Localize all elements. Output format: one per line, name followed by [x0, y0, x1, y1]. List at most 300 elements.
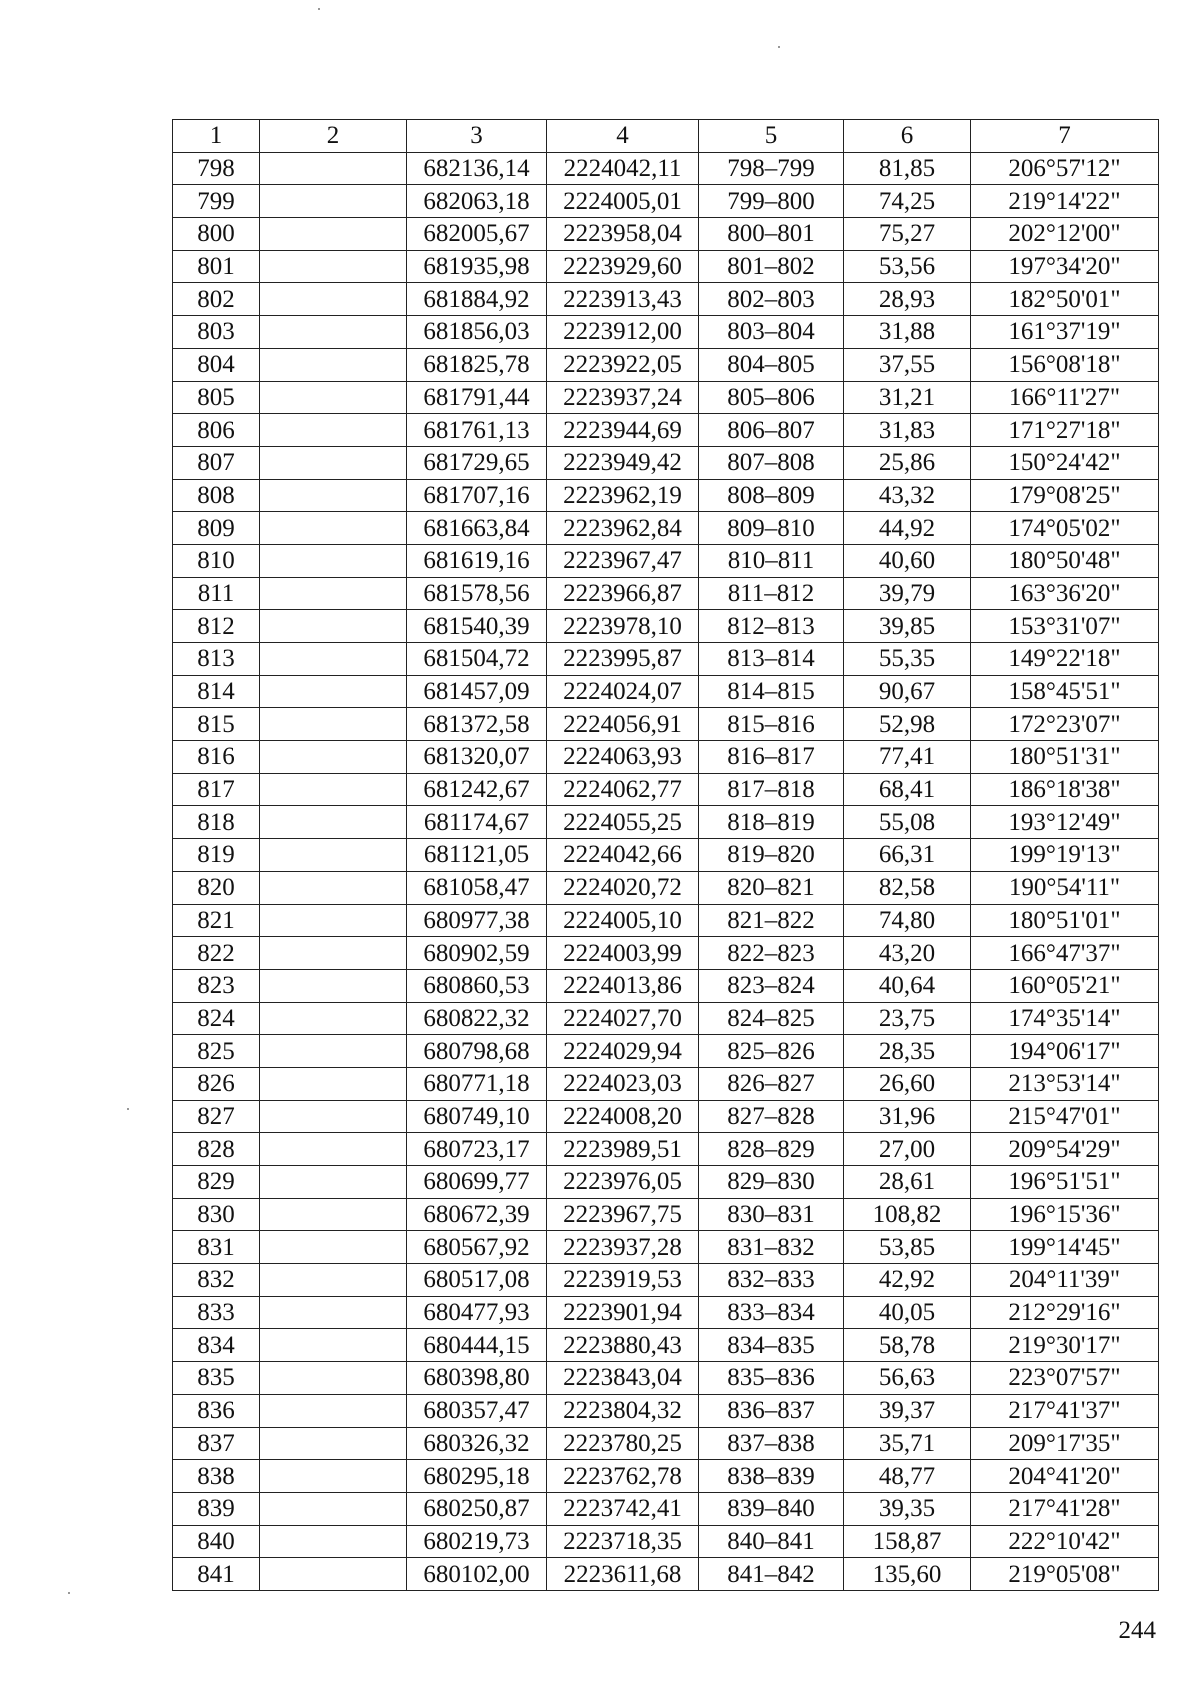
y-coordinate-cell: 2223967,75 — [547, 1198, 699, 1231]
segment-cell: 838–839 — [699, 1460, 844, 1493]
segment-cell: 812–813 — [699, 610, 844, 643]
segment-cell: 831–832 — [699, 1231, 844, 1264]
distance-cell: 39,37 — [844, 1394, 971, 1427]
col2-cell — [260, 381, 407, 414]
distance-cell: 74,80 — [844, 904, 971, 937]
table-row — [173, 1166, 1159, 1199]
table-row — [173, 512, 1159, 545]
y-coordinate-cell: 2223929,60 — [547, 250, 699, 283]
point-number-cell: 812 — [173, 610, 260, 643]
col2-cell — [260, 1296, 407, 1329]
x-coordinate-cell: 681761,13 — [407, 414, 547, 447]
segment-cell: 820–821 — [699, 871, 844, 904]
bearing-cell: 150°24'42" — [971, 446, 1159, 479]
col2-cell — [260, 512, 407, 545]
y-coordinate-cell: 2223962,84 — [547, 512, 699, 545]
coordinates-table — [172, 119, 1159, 1591]
col2-cell — [260, 348, 407, 381]
table-row — [173, 1198, 1159, 1231]
y-coordinate-cell: 2224042,11 — [547, 152, 699, 185]
table-row — [173, 185, 1159, 218]
segment-cell: 821–822 — [699, 904, 844, 937]
table-row — [173, 1002, 1159, 1035]
bearing-cell: 196°15'36" — [971, 1198, 1159, 1231]
y-coordinate-cell: 2223919,53 — [547, 1264, 699, 1297]
bearing-cell: 194°06'17" — [971, 1035, 1159, 1068]
segment-cell: 827–828 — [699, 1100, 844, 1133]
point-number-cell: 836 — [173, 1394, 260, 1427]
point-number-cell: 828 — [173, 1133, 260, 1166]
x-coordinate-cell: 680749,10 — [407, 1100, 547, 1133]
col2-cell — [260, 1133, 407, 1166]
col2-cell — [260, 1427, 407, 1460]
distance-cell: 56,63 — [844, 1362, 971, 1395]
segment-cell: 817–818 — [699, 773, 844, 806]
distance-cell: 40,60 — [844, 544, 971, 577]
segment-cell: 816–817 — [699, 741, 844, 774]
col2-cell — [260, 675, 407, 708]
distance-cell: 28,35 — [844, 1035, 971, 1068]
x-coordinate-cell: 681619,16 — [407, 544, 547, 577]
bearing-cell: 158°45'51" — [971, 675, 1159, 708]
segment-cell: 803–804 — [699, 316, 844, 349]
bearing-cell: 161°37'19" — [971, 316, 1159, 349]
y-coordinate-cell: 2223762,78 — [547, 1460, 699, 1493]
bearing-cell: 182°50'01" — [971, 283, 1159, 316]
page-number: 244 — [1118, 1617, 1156, 1644]
table-row — [173, 1460, 1159, 1493]
y-coordinate-cell: 2223913,43 — [547, 283, 699, 316]
col2-cell — [260, 414, 407, 447]
x-coordinate-cell: 681663,84 — [407, 512, 547, 545]
point-number-cell: 819 — [173, 839, 260, 872]
table-row — [173, 1394, 1159, 1427]
x-coordinate-cell: 680102,00 — [407, 1558, 547, 1591]
col2-cell — [260, 1067, 407, 1100]
point-number-cell: 830 — [173, 1198, 260, 1231]
bearing-cell: 179°08'25" — [971, 479, 1159, 512]
bearing-cell: 219°14'22" — [971, 185, 1159, 218]
col2-cell — [260, 839, 407, 872]
distance-cell: 31,83 — [844, 414, 971, 447]
distance-cell: 40,05 — [844, 1296, 971, 1329]
bearing-cell: 180°51'31" — [971, 741, 1159, 774]
segment-cell: 828–829 — [699, 1133, 844, 1166]
segment-cell: 814–815 — [699, 675, 844, 708]
x-coordinate-cell: 680798,68 — [407, 1035, 547, 1068]
point-number-cell: 817 — [173, 773, 260, 806]
col2-cell — [260, 316, 407, 349]
y-coordinate-cell: 2223966,87 — [547, 577, 699, 610]
bearing-cell: 215°47'01" — [971, 1100, 1159, 1133]
x-coordinate-cell: 680902,59 — [407, 937, 547, 970]
y-coordinate-cell: 2223949,42 — [547, 446, 699, 479]
point-number-cell: 811 — [173, 577, 260, 610]
col2-cell — [260, 1002, 407, 1035]
table-row — [173, 544, 1159, 577]
y-coordinate-cell: 2223937,28 — [547, 1231, 699, 1264]
y-coordinate-cell: 2223922,05 — [547, 348, 699, 381]
segment-cell: 835–836 — [699, 1362, 844, 1395]
table-row — [173, 1427, 1159, 1460]
segment-cell: 819–820 — [699, 839, 844, 872]
distance-cell: 55,35 — [844, 643, 971, 676]
point-number-cell: 833 — [173, 1296, 260, 1329]
table-row — [173, 218, 1159, 251]
distance-cell: 39,85 — [844, 610, 971, 643]
table-row — [173, 610, 1159, 643]
table-row — [173, 904, 1159, 937]
distance-cell: 23,75 — [844, 1002, 971, 1035]
y-coordinate-cell: 2223780,25 — [547, 1427, 699, 1460]
bearing-cell: 160°05'21" — [971, 969, 1159, 1002]
col2-cell — [260, 446, 407, 479]
x-coordinate-cell: 682063,18 — [407, 185, 547, 218]
y-coordinate-cell: 2223912,00 — [547, 316, 699, 349]
x-coordinate-cell: 681121,05 — [407, 839, 547, 872]
header-cell: 7 — [971, 120, 1159, 153]
distance-cell: 53,85 — [844, 1231, 971, 1264]
x-coordinate-cell: 681791,44 — [407, 381, 547, 414]
table-row — [173, 316, 1159, 349]
distance-cell: 26,60 — [844, 1067, 971, 1100]
segment-cell: 837–838 — [699, 1427, 844, 1460]
x-coordinate-cell: 680723,17 — [407, 1133, 547, 1166]
header-cell: 6 — [844, 120, 971, 153]
y-coordinate-cell: 2223880,43 — [547, 1329, 699, 1362]
point-number-cell: 804 — [173, 348, 260, 381]
segment-cell: 804–805 — [699, 348, 844, 381]
bearing-cell: 197°34'20" — [971, 250, 1159, 283]
point-number-cell: 799 — [173, 185, 260, 218]
y-coordinate-cell: 2223967,47 — [547, 544, 699, 577]
bearing-cell: 222°10'42" — [971, 1525, 1159, 1558]
col2-cell — [260, 610, 407, 643]
header-cell: 3 — [407, 120, 547, 153]
bearing-cell: 166°11'27" — [971, 381, 1159, 414]
segment-cell: 809–810 — [699, 512, 844, 545]
y-coordinate-cell: 2223978,10 — [547, 610, 699, 643]
y-coordinate-cell: 2224029,94 — [547, 1035, 699, 1068]
segment-cell: 807–808 — [699, 446, 844, 479]
x-coordinate-cell: 681707,16 — [407, 479, 547, 512]
y-coordinate-cell: 2224013,86 — [547, 969, 699, 1002]
point-number-cell: 818 — [173, 806, 260, 839]
distance-cell: 31,88 — [844, 316, 971, 349]
table-row — [173, 446, 1159, 479]
x-coordinate-cell: 680771,18 — [407, 1067, 547, 1100]
x-coordinate-cell: 680517,08 — [407, 1264, 547, 1297]
bearing-cell: 166°47'37" — [971, 937, 1159, 970]
table-row — [173, 479, 1159, 512]
table-row — [173, 1100, 1159, 1133]
point-number-cell: 834 — [173, 1329, 260, 1362]
table-row — [173, 839, 1159, 872]
x-coordinate-cell: 681372,58 — [407, 708, 547, 741]
point-number-cell: 823 — [173, 969, 260, 1002]
header-row — [173, 120, 1159, 153]
scan-speck — [778, 46, 780, 48]
bearing-cell: 199°19'13" — [971, 839, 1159, 872]
table-row — [173, 1558, 1159, 1591]
distance-cell: 31,21 — [844, 381, 971, 414]
point-number-cell: 825 — [173, 1035, 260, 1068]
distance-cell: 52,98 — [844, 708, 971, 741]
point-number-cell: 805 — [173, 381, 260, 414]
x-coordinate-cell: 680219,73 — [407, 1525, 547, 1558]
bearing-cell: 193°12'49" — [971, 806, 1159, 839]
segment-cell: 810–811 — [699, 544, 844, 577]
y-coordinate-cell: 2223962,19 — [547, 479, 699, 512]
x-coordinate-cell: 681540,39 — [407, 610, 547, 643]
y-coordinate-cell: 2224023,03 — [547, 1067, 699, 1100]
bearing-cell: 204°11'39" — [971, 1264, 1159, 1297]
table-row — [173, 577, 1159, 610]
segment-cell: 830–831 — [699, 1198, 844, 1231]
table-row — [173, 1264, 1159, 1297]
col2-cell — [260, 1166, 407, 1199]
point-number-cell: 815 — [173, 708, 260, 741]
x-coordinate-cell: 681729,65 — [407, 446, 547, 479]
segment-cell: 834–835 — [699, 1329, 844, 1362]
table-row — [173, 806, 1159, 839]
col2-cell — [260, 871, 407, 904]
bearing-cell: 180°51'01" — [971, 904, 1159, 937]
col2-cell — [260, 1394, 407, 1427]
table-row — [173, 1329, 1159, 1362]
col2-cell — [260, 1492, 407, 1525]
scan-speck — [68, 1592, 70, 1594]
y-coordinate-cell: 2223843,04 — [547, 1362, 699, 1395]
point-number-cell: 806 — [173, 414, 260, 447]
point-number-cell: 820 — [173, 871, 260, 904]
x-coordinate-cell: 680326,32 — [407, 1427, 547, 1460]
y-coordinate-cell: 2224005,10 — [547, 904, 699, 937]
point-number-cell: 831 — [173, 1231, 260, 1264]
table-row — [173, 414, 1159, 447]
distance-cell: 82,58 — [844, 871, 971, 904]
segment-cell: 832–833 — [699, 1264, 844, 1297]
y-coordinate-cell: 2224027,70 — [547, 1002, 699, 1035]
bearing-cell: 204°41'20" — [971, 1460, 1159, 1493]
segment-cell: 813–814 — [699, 643, 844, 676]
distance-cell: 158,87 — [844, 1525, 971, 1558]
point-number-cell: 839 — [173, 1492, 260, 1525]
point-number-cell: 800 — [173, 218, 260, 251]
col2-cell — [260, 283, 407, 316]
x-coordinate-cell: 680699,77 — [407, 1166, 547, 1199]
x-coordinate-cell: 681825,78 — [407, 348, 547, 381]
segment-cell: 815–816 — [699, 708, 844, 741]
bearing-cell: 186°18'38" — [971, 773, 1159, 806]
bearing-cell: 163°36'20" — [971, 577, 1159, 610]
y-coordinate-cell: 2223742,41 — [547, 1492, 699, 1525]
y-coordinate-cell: 2224056,91 — [547, 708, 699, 741]
point-number-cell: 821 — [173, 904, 260, 937]
table-row — [173, 250, 1159, 283]
segment-cell: 836–837 — [699, 1394, 844, 1427]
table-row — [173, 1296, 1159, 1329]
segment-cell: 801–802 — [699, 250, 844, 283]
distance-cell: 43,32 — [844, 479, 971, 512]
distance-cell: 31,96 — [844, 1100, 971, 1133]
x-coordinate-cell: 681884,92 — [407, 283, 547, 316]
col2-cell — [260, 1558, 407, 1591]
y-coordinate-cell: 2224062,77 — [547, 773, 699, 806]
col2-cell — [260, 479, 407, 512]
col2-cell — [260, 773, 407, 806]
point-number-cell: 838 — [173, 1460, 260, 1493]
segment-cell: 840–841 — [699, 1525, 844, 1558]
point-number-cell: 829 — [173, 1166, 260, 1199]
y-coordinate-cell: 2223804,32 — [547, 1394, 699, 1427]
table-row — [173, 283, 1159, 316]
table-row — [173, 381, 1159, 414]
point-number-cell: 840 — [173, 1525, 260, 1558]
point-number-cell: 809 — [173, 512, 260, 545]
segment-cell: 829–830 — [699, 1166, 844, 1199]
bearing-cell: 213°53'14" — [971, 1067, 1159, 1100]
scan-speck — [127, 1108, 129, 1110]
distance-cell: 39,79 — [844, 577, 971, 610]
bearing-cell: 206°57'12" — [971, 152, 1159, 185]
segment-cell: 826–827 — [699, 1067, 844, 1100]
y-coordinate-cell: 2224020,72 — [547, 871, 699, 904]
col2-cell — [260, 1460, 407, 1493]
x-coordinate-cell: 681935,98 — [407, 250, 547, 283]
distance-cell: 55,08 — [844, 806, 971, 839]
point-number-cell: 826 — [173, 1067, 260, 1100]
col2-cell — [260, 937, 407, 970]
table-row — [173, 708, 1159, 741]
segment-cell: 824–825 — [699, 1002, 844, 1035]
distance-cell: 58,78 — [844, 1329, 971, 1362]
x-coordinate-cell: 681457,09 — [407, 675, 547, 708]
table-body — [173, 152, 1159, 1590]
y-coordinate-cell: 2223901,94 — [547, 1296, 699, 1329]
y-coordinate-cell: 2224055,25 — [547, 806, 699, 839]
table-row — [173, 348, 1159, 381]
distance-cell: 39,35 — [844, 1492, 971, 1525]
distance-cell: 27,00 — [844, 1133, 971, 1166]
x-coordinate-cell: 681242,67 — [407, 773, 547, 806]
header-cell: 1 — [173, 120, 260, 153]
col2-cell — [260, 1362, 407, 1395]
distance-cell: 77,41 — [844, 741, 971, 774]
segment-cell: 822–823 — [699, 937, 844, 970]
y-coordinate-cell: 2223976,05 — [547, 1166, 699, 1199]
table-row — [173, 1067, 1159, 1100]
y-coordinate-cell: 2223611,68 — [547, 1558, 699, 1591]
segment-cell: 825–826 — [699, 1035, 844, 1068]
segment-cell: 808–809 — [699, 479, 844, 512]
header-cell: 5 — [699, 120, 844, 153]
header-cell: 4 — [547, 120, 699, 153]
distance-cell: 90,67 — [844, 675, 971, 708]
col2-cell — [260, 741, 407, 774]
bearing-cell: 174°05'02" — [971, 512, 1159, 545]
y-coordinate-cell: 2223989,51 — [547, 1133, 699, 1166]
x-coordinate-cell: 680250,87 — [407, 1492, 547, 1525]
distance-cell: 108,82 — [844, 1198, 971, 1231]
col2-cell — [260, 218, 407, 251]
distance-cell: 28,93 — [844, 283, 971, 316]
y-coordinate-cell: 2224005,01 — [547, 185, 699, 218]
bearing-cell: 174°35'14" — [971, 1002, 1159, 1035]
bearing-cell: 219°30'17" — [971, 1329, 1159, 1362]
point-number-cell: 808 — [173, 479, 260, 512]
bearing-cell: 199°14'45" — [971, 1231, 1159, 1264]
x-coordinate-cell: 680860,53 — [407, 969, 547, 1002]
distance-cell: 40,64 — [844, 969, 971, 1002]
col2-cell — [260, 806, 407, 839]
bearing-cell: 212°29'16" — [971, 1296, 1159, 1329]
point-number-cell: 822 — [173, 937, 260, 970]
bearing-cell: 196°51'51" — [971, 1166, 1159, 1199]
col2-cell — [260, 544, 407, 577]
table-row — [173, 643, 1159, 676]
table-row — [173, 1035, 1159, 1068]
bearing-cell: 156°08'18" — [971, 348, 1159, 381]
table-row — [173, 1362, 1159, 1395]
y-coordinate-cell: 2223944,69 — [547, 414, 699, 447]
col2-cell — [260, 185, 407, 218]
distance-cell: 35,71 — [844, 1427, 971, 1460]
col2-cell — [260, 577, 407, 610]
point-number-cell: 841 — [173, 1558, 260, 1591]
y-coordinate-cell: 2223937,24 — [547, 381, 699, 414]
point-number-cell: 824 — [173, 1002, 260, 1035]
segment-cell: 806–807 — [699, 414, 844, 447]
segment-cell: 802–803 — [699, 283, 844, 316]
table-row — [173, 937, 1159, 970]
col2-cell — [260, 904, 407, 937]
bearing-cell: 153°31'07" — [971, 610, 1159, 643]
col2-cell — [260, 969, 407, 1002]
distance-cell: 81,85 — [844, 152, 971, 185]
scan-speck — [318, 8, 320, 10]
x-coordinate-cell: 680567,92 — [407, 1231, 547, 1264]
point-number-cell: 801 — [173, 250, 260, 283]
y-coordinate-cell: 2223995,87 — [547, 643, 699, 676]
point-number-cell: 835 — [173, 1362, 260, 1395]
distance-cell: 135,60 — [844, 1558, 971, 1591]
segment-cell: 818–819 — [699, 806, 844, 839]
col2-cell — [260, 1525, 407, 1558]
x-coordinate-cell: 680977,38 — [407, 904, 547, 937]
point-number-cell: 802 — [173, 283, 260, 316]
bearing-cell: 223°07'57" — [971, 1362, 1159, 1395]
bearing-cell: 209°54'29" — [971, 1133, 1159, 1166]
point-number-cell: 827 — [173, 1100, 260, 1133]
col2-cell — [260, 1100, 407, 1133]
point-number-cell: 803 — [173, 316, 260, 349]
segment-cell: 841–842 — [699, 1558, 844, 1591]
x-coordinate-cell: 681174,67 — [407, 806, 547, 839]
x-coordinate-cell: 680357,47 — [407, 1394, 547, 1427]
table-row — [173, 1133, 1159, 1166]
bearing-cell: 190°54'11" — [971, 871, 1159, 904]
y-coordinate-cell: 2224024,07 — [547, 675, 699, 708]
col2-cell — [260, 708, 407, 741]
table-row — [173, 1231, 1159, 1264]
segment-cell: 833–834 — [699, 1296, 844, 1329]
point-number-cell: 832 — [173, 1264, 260, 1297]
table-row — [173, 1492, 1159, 1525]
x-coordinate-cell: 680672,39 — [407, 1198, 547, 1231]
bearing-cell: 219°05'08" — [971, 1558, 1159, 1591]
x-coordinate-cell: 680822,32 — [407, 1002, 547, 1035]
